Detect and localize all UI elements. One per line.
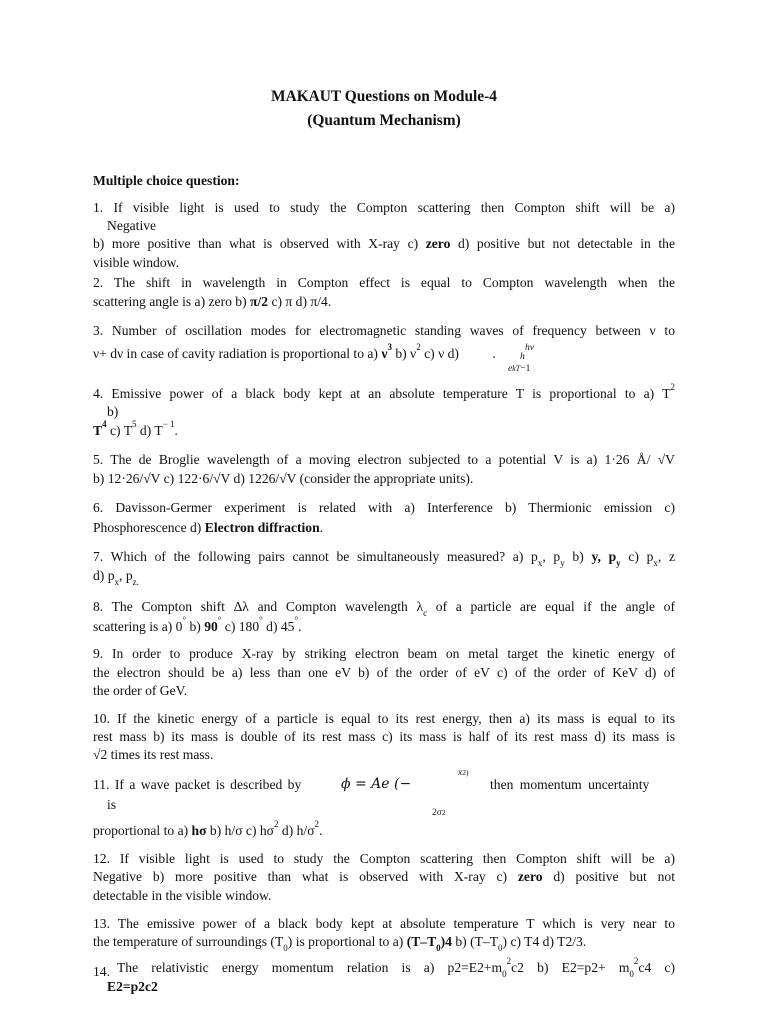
equation-exponent: $x^{2)}$ xyxy=(458,768,469,778)
question-14-line-1: The relativistic energy momentum relation is a) $p2=E2+m_0^2c2$ b) $E2=p2+ m_0^2c4$ c) xyxy=(117,956,675,979)
question-13-line-2: the temperature of surroundings $(T_0)$ is proportional to a) $(T-T_0)4$ b) $(T-T_0)$ c) T4 d) T2/3. xyxy=(93,934,587,953)
question-13-line-1: 13. The emissive power of a black body kept at absolute temperature T which is very near to xyxy=(93,916,675,931)
question-4-line-3: $T^4$ c) $T^5$ d) $T^{- 1}$. xyxy=(93,419,178,438)
question-10-line-1: 10. If the kinetic energy of a particle is equal to its rest energy, then a) its mass is equal to its xyxy=(93,711,675,726)
question-11-line-1: 11. If a wave packet is described by xyxy=(93,777,302,792)
fraction-h: h xyxy=(520,352,525,362)
wave-packet-equation: ϕ = Ae (− xyxy=(341,776,412,792)
question-9-line-2: the electron should be a) less than one eV b) of the order of eV c) of the order of KeV d) of xyxy=(93,665,675,680)
fraction-numerator: hν xyxy=(525,343,534,353)
fraction-denominator: ekT−1 xyxy=(508,364,531,374)
question-9-line-3: the order of GeV. xyxy=(93,683,188,698)
equation-denominator: 2σ2 xyxy=(432,808,446,818)
question-5-line-1: 5. The de Broglie wavelength of a moving electron subjected to a potential V is a) 1·26 Å/ √V xyxy=(93,452,675,467)
question-1-line-1: 1. If visible light is used to study the Compton scattering then Compton shift will be a) xyxy=(93,200,675,215)
page-title: MAKAUT Questions on Module-4 xyxy=(271,88,497,105)
question-10-line-2: rest mass b) its mass is double of its rest mass c) its mass is half of its rest mass d) its mass is xyxy=(93,729,675,744)
question-9-line-1: 9. In order to produce X-ray by striking electron beam on metal target the kinetic energy of xyxy=(93,646,675,661)
question-1-line-4: visible window. xyxy=(93,255,179,270)
section-heading: Multiple choice question: xyxy=(93,173,240,188)
question-12-line-3: detectable in the visible window. xyxy=(93,888,272,903)
question-2-line-2: scattering angle is a) zero b) π/2 c) π d) π/4. xyxy=(93,294,332,309)
question-1-line-3: b) more positive than what is observed with X-ray c) zero d) positive but not detectable in the xyxy=(93,236,675,251)
question-12-line-2: Negative b) more positive than what is observed with X-ray c) zero d) positive but not xyxy=(93,869,675,884)
question-12-line-1: 12. If visible light is used to study the Compton scattering then Compton shift will be a) xyxy=(93,851,675,866)
question-8-line-2: scattering is a) 0° b) 90° c) 180° d) 45°. xyxy=(93,615,302,634)
question-14-line-2: E2=p2c2 xyxy=(107,979,158,994)
question-10-line-3: √2 times its rest mass. xyxy=(93,747,214,762)
question-14-number: 14. xyxy=(93,964,110,979)
question-7-line-2: d) $p_x$, $p_{z.}$ xyxy=(93,568,139,587)
question-11-line-1b: then momentum uncertainty xyxy=(490,777,650,792)
question-3-line-2: ν+ dν in case of cavity radiation is proportional to a) $\nu^3$ b) $\nu^2$ c) ν d) . xyxy=(93,342,496,361)
question-7-line-1: 7. Which of the following pairs cannot be simultaneously measured? a) $p_x$, $p_y$ b) y, $p_y$ c) $p_x$, z xyxy=(93,549,676,568)
question-6-line-1: 6. Davisson-Germer experiment is related with a) Interference b) Thermionic emission c) xyxy=(93,500,675,515)
page-subtitle: (Quantum Mechanism) xyxy=(307,112,461,129)
question-11-line-2: is xyxy=(107,797,117,812)
question-11-line-3: proportional to a) hσ b) h/σ c) $h\sigma^2$ d) $h/\sigma^2$. xyxy=(93,819,323,838)
question-1-line-2: Negative xyxy=(107,218,157,233)
question-5-line-2: b) 12·26/√V c) 122·6/√V d) 1226/√V (consider the appropriate units). xyxy=(93,471,474,486)
question-3-line-1: 3. Number of oscillation modes for electromagnetic standing waves of frequency between ν to xyxy=(93,323,675,338)
question-6-line-2: Phosphorescence d) Electron diffraction. xyxy=(93,520,324,535)
question-8-line-1: 8. The Compton shift Δλ and Compton wavelength $\lambda_c$ of a particle are equal if the angle of xyxy=(93,599,676,618)
question-4-line-2: b) xyxy=(107,404,119,419)
question-4-line-1: 4. Emissive power of a black body kept at an absolute temperature T is proportional to a) $T^2$ xyxy=(93,382,675,401)
question-2-line-1: 2. The shift in wavelength in Compton effect is equal to Compton wavelength when the xyxy=(93,275,675,290)
